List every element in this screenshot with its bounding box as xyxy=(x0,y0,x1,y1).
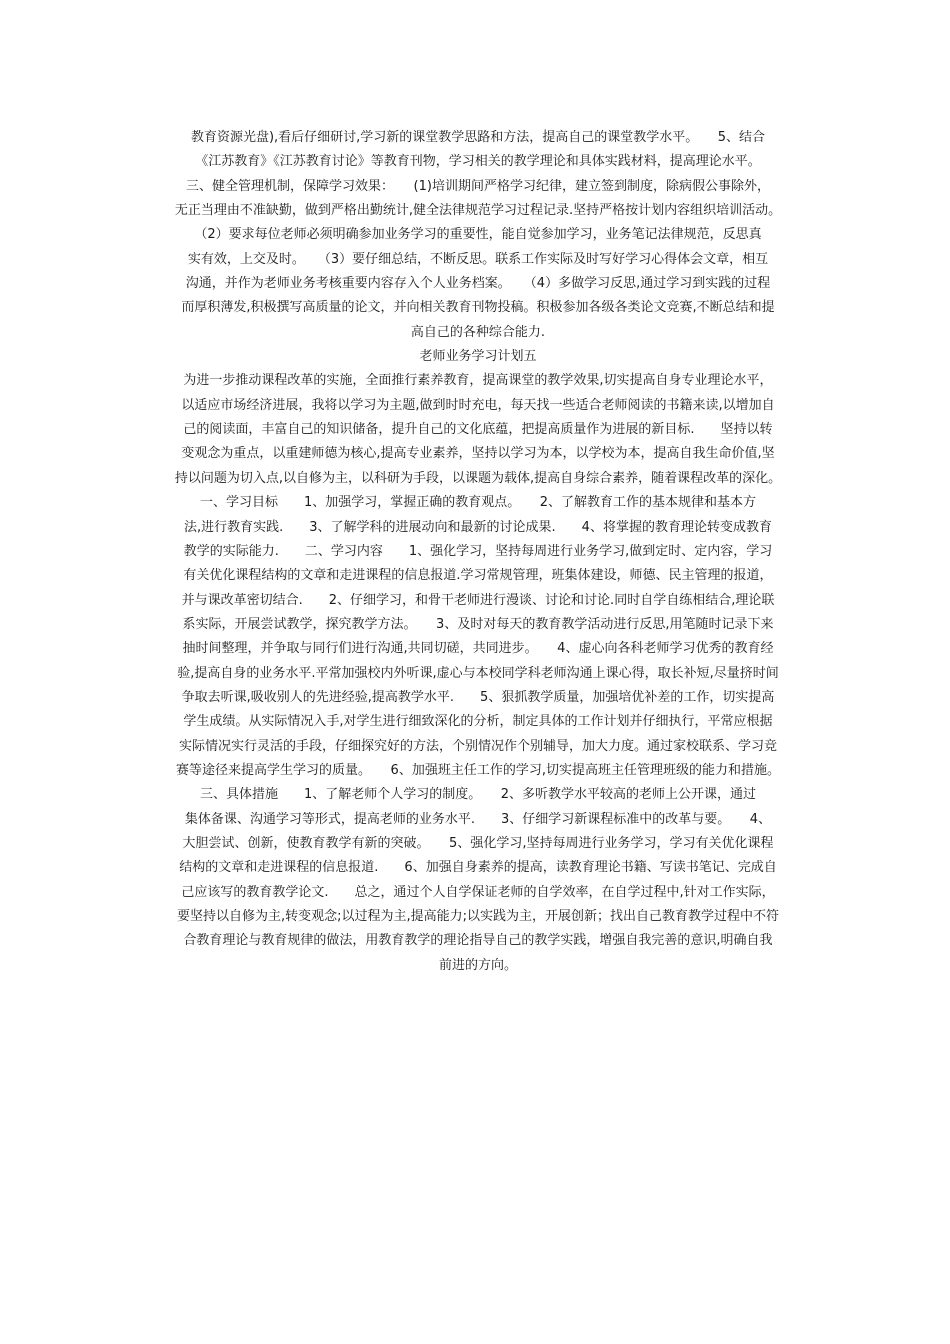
text-line: 《江苏教育》《江苏教育讨论》等教育刊物，学习相关的教学理论和具体实践材料，提高理论水平。 xyxy=(195,154,761,170)
text-line: 验,提高自身的业务水平.平常加强校内外听课,虚心与本校同学科老师沟通上课心得，取长补短,尽量挤时间 xyxy=(177,665,779,681)
text-line: 教学的实际能力. 二、学习内容 1、强化学习，坚持每周进行业务学习,做到定时、定内容，学习 xyxy=(183,543,773,559)
document-body xyxy=(138,126,818,978)
text-line: 有关优化课程结构的文章和走进课程的信息报道.学习常规管理，班集体建设，师德、民主管理的报道， xyxy=(183,568,773,584)
text-line: 赛等途径来提高学生学习的质量。 6、加强班主任工作的学习,切实提高班主任管理班级的能力和措施。 xyxy=(176,762,780,778)
text-line: 三、具体措施 1、了解老师个人学习的制度。 2、多听教学水平较高的老师上公开课，通过 xyxy=(199,787,757,803)
text-line: 并与课改革密切结合. 2、仔细学习，和骨干老师进行漫谈、讨论和讨论.同时自学自练相结合,理论联 xyxy=(181,592,775,608)
text-line: 以适应市场经济进展，我将以学习为主题,做到时时充电，每天找一些适合老师阅读的书籍来读,以增加自 xyxy=(181,397,775,413)
text-line: 学生成绩。从实际情况入手,对学生进行细致深化的分析，制定具体的工作计划并仔细执行，平常应根据 xyxy=(183,714,773,730)
text-line: 为进一步推动课程改革的实施，全面推行素养教育，提高课堂的教学效果,切实提高自身专业理论水平， xyxy=(183,373,773,389)
text-line: 无正当理由不准缺勤，做到严格出勤统计,健全法律规范学习过程记录.坚持严格按计划内容组织培训活动。 xyxy=(174,203,782,219)
text-line: 三、健全管理机制，保障学习效果： (1)培训期间严格学习纪律，建立签到制度，除病假公事除外， xyxy=(186,178,770,194)
text-line: 实际情况实行灵活的手段，仔细探究好的方法，个别情况作个别辅导，加大力度。通过家校联系、学习竞 xyxy=(178,738,777,754)
text-line: 结构的文章和走进课程的信息报道. 6、加强自身素养的提高，读教育理论书籍、写读书笔记、完成自 xyxy=(179,860,777,876)
text-line: 高自己的各种综合能力. xyxy=(410,324,546,340)
text-line: 抽时间整理，并争取与同行们进行沟通,共同切磋，共同进步。 4、虚心向各科老师学习优秀的教育经 xyxy=(182,641,774,657)
text-line: 持以问题为切入点,以自修为主，以科研为手段，以课题为载体,提高自身综合素养，随着课程改革的深化。 xyxy=(174,470,782,486)
text-line: 沟通，并作为老师业务考核重要内容存入个人业务档案。 （4）多做学习反思,通过学习到实践的过程 xyxy=(185,276,771,292)
text-line: 一、学习目标 1、加强学习，掌握正确的教育观点。 2、了解教育工作的基本规律和基本方 xyxy=(199,495,757,511)
text-line: 法,进行教育实践. 3、了解学科的进展动向和最新的讨论成果. 4、将掌握的教育理论转变成教育 xyxy=(184,519,772,535)
text-line: 而厚积薄发,积极撰写高质量的论文，并向相关教育刊物投稿。积极参加各级各类论文竞赛,不断总结和提 xyxy=(181,300,775,316)
text-line: 大胆尝试、创新，使教育教学有新的突破。 5、强化学习,坚持每周进行业务学习，学习有关优化课程 xyxy=(182,835,774,851)
text-line: 实有效，上交及时。 （3）要仔细总结，不断反思。联系工作实际及时写好学习心得体会文章，相互 xyxy=(187,251,769,267)
text-line: 前进的方向。 xyxy=(438,957,517,973)
text-line: （2）要求每位老师必须明确参加业务学习的重要性，能自觉参加学习，业务笔记法律规范，反思真 xyxy=(194,227,762,243)
text-line: 系实际，开展尝试教学，探究教学方法。 3、及时对每天的教育教学活动进行反思,用笔随时记录下来 xyxy=(182,616,774,632)
text-line: 变观念为重点，以重建师德为核心,提高专业素养，坚持以学习为本，以学校为本，提高自我生命价值,坚 xyxy=(181,446,775,462)
section-heading: 老师业务学习计划五 xyxy=(419,349,537,365)
text-line: 要坚持以自修为主,转变观念;以过程为主,提高能力;以实践为主，开展创新；找出自己教育教学过程中不符 xyxy=(176,909,780,924)
text-line: 己应该写的教育教学论文. 总之，通过个人自学保证老师的自学效率，在自学过程中,针对工作实际， xyxy=(181,884,775,900)
text-line: 集体备课、沟通学习等形式，提高老师的业务水平. 3、仔细学习新课程标准中的改革与要。 4、 xyxy=(184,811,772,827)
text-line: 争取去听课,吸收别人的先进经验,提高教学水平. 5、狠抓教学质量，加强培优补差的工作，切实提高 xyxy=(181,689,775,705)
text-line: 合教育理论与教育规律的做法，用教育教学的理论指导自己的教学实践，增强自我完善的意识,明确自我 xyxy=(183,933,773,949)
text-line: 教育资源光盘),看后仔细研讨,学习新的课堂教学思路和方法，提高自己的课堂教学水平。 5、结合 xyxy=(190,130,766,145)
text-line: 己的阅读面，丰富自己的知识储备，提升自己的文化底蕴，把提高质量作为进展的新目标. 坚持以转 xyxy=(183,422,773,438)
